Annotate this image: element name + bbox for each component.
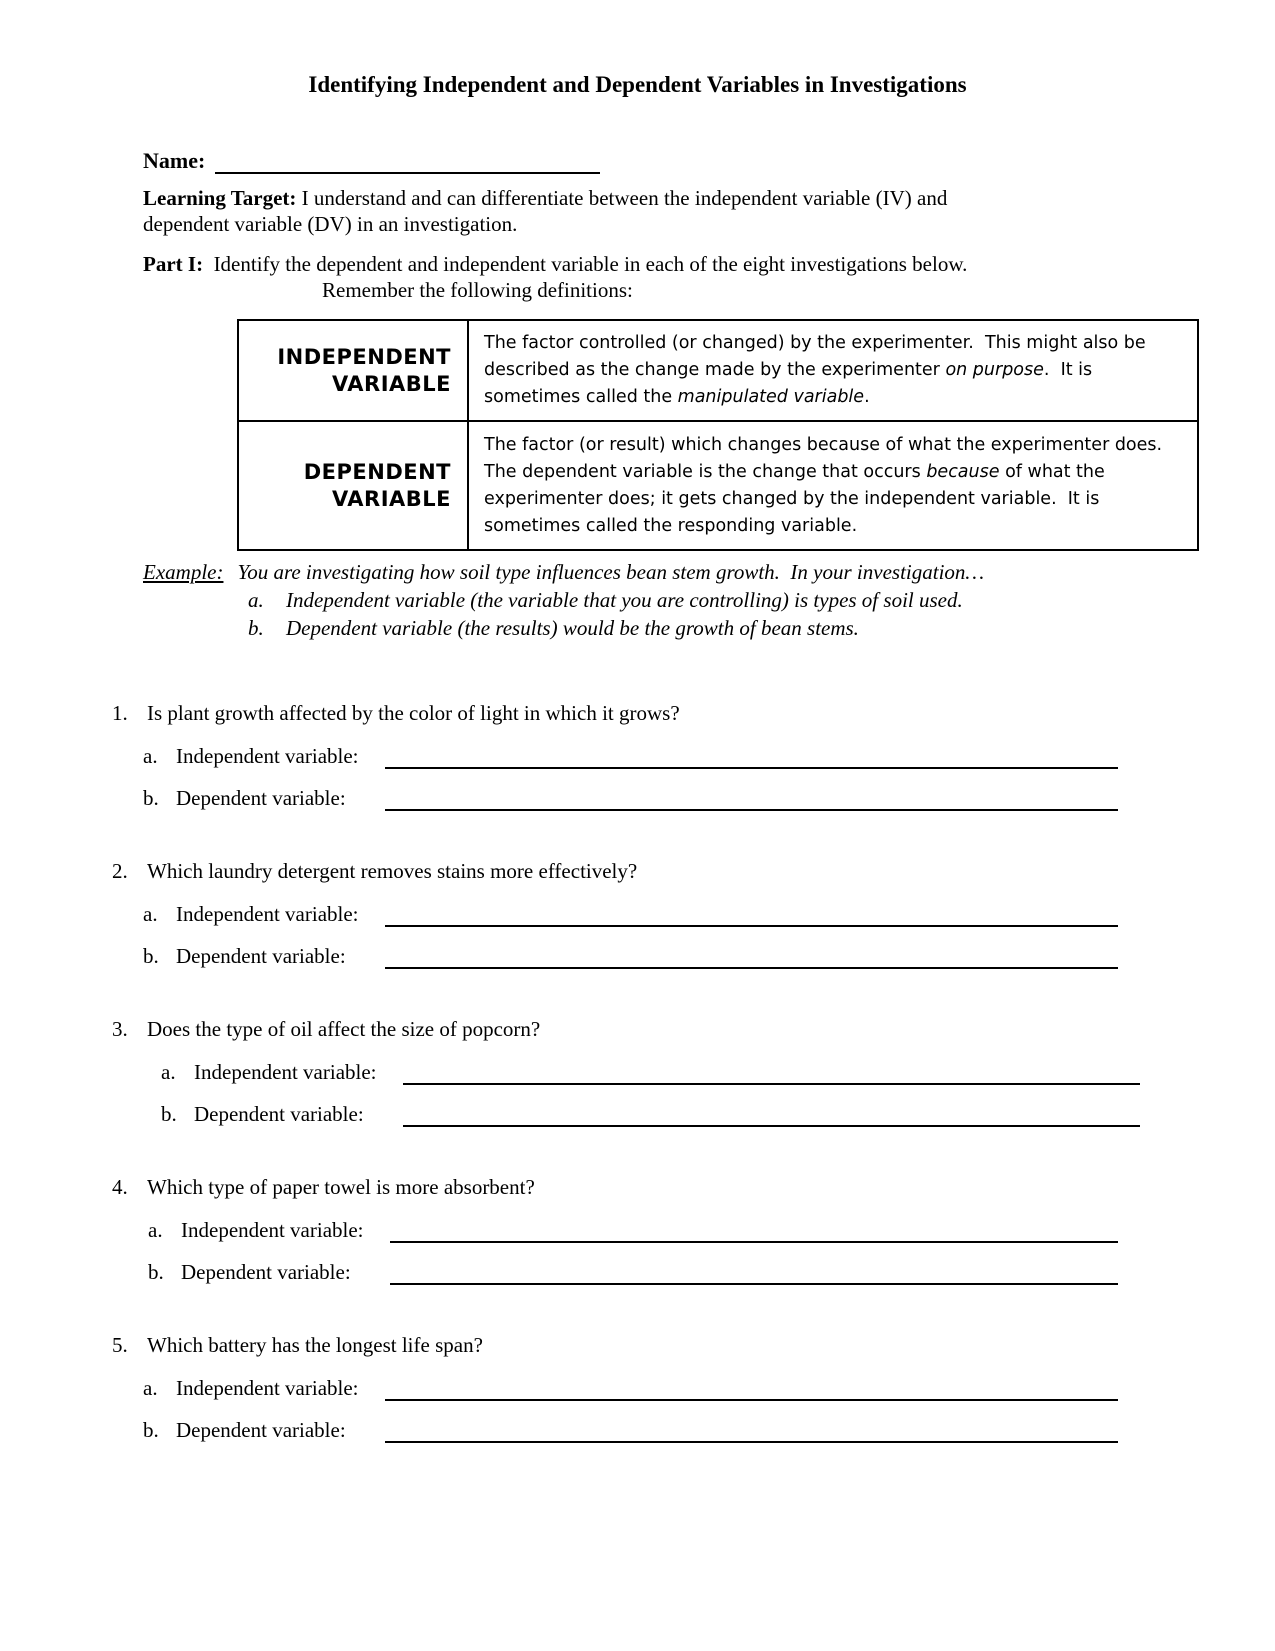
item-label: Independent variable:: [194, 1060, 377, 1084]
item-marker: a.: [143, 744, 158, 768]
item-marker: b.: [161, 1102, 177, 1126]
independent-variable-term: INDEPENDENT VARIABLE: [238, 320, 468, 421]
question-1: [112, 700, 1118, 811]
learning-target-label: Learning Target:: [143, 186, 297, 210]
question-5-dependent-row: [143, 1415, 1118, 1443]
learning-target-text: I understand and can differentiate between the independent variable (IV) and dependent variable (DV) in an investigation.: [143, 186, 953, 236]
question-1-dependent-row: [143, 783, 1118, 811]
question-3-text: Does the type of oil affect the size of popcorn?: [147, 1017, 541, 1041]
page-title: Identifying Independent and Dependent Variables in Investigations: [308, 72, 967, 97]
item-label: Independent variable:: [176, 744, 359, 768]
dependent-variable-label: [148, 1259, 390, 1285]
question-4-dependent-answer-blank[interactable]: [390, 1257, 1118, 1285]
question-5-independent-answer-blank[interactable]: [385, 1373, 1118, 1401]
part1-instructions: [143, 251, 1143, 277]
item-label: Dependent variable:: [176, 786, 346, 810]
name-label: Name:: [143, 148, 206, 173]
question-4-dependent-row: [148, 1257, 1118, 1285]
item-marker: a.: [143, 902, 158, 926]
dependent-variable-label: [143, 943, 385, 969]
question-1-independent-row: [143, 741, 1118, 769]
item-label: Dependent variable:: [194, 1102, 364, 1126]
question-5: [112, 1332, 1118, 1443]
item-label: Dependent variable:: [176, 944, 346, 968]
question-4-independent-row: [148, 1215, 1118, 1243]
item-label: Dependent variable:: [176, 1418, 346, 1442]
question-1-number: 1.: [112, 701, 128, 725]
question-5-number: 5.: [112, 1333, 128, 1357]
question-4-number: 4.: [112, 1175, 128, 1199]
definitions-table: [237, 319, 1199, 551]
example-item-a-marker: a.: [248, 588, 264, 612]
question-2-dependent-row: [143, 941, 1118, 969]
example-item-b-marker: b.: [248, 616, 264, 640]
independent-variable-label: [143, 901, 385, 927]
question-4-text: Which type of paper towel is more absorbent?: [147, 1175, 535, 1199]
question-3-text-row: [112, 1016, 1140, 1042]
question-1-independent-answer-blank[interactable]: [385, 741, 1118, 769]
independent-variable-label: [143, 743, 385, 769]
question-2-text-row: [112, 858, 1118, 884]
question-5-independent-row: [143, 1373, 1118, 1401]
learning-target: [143, 185, 998, 237]
independent-variable-label: [148, 1217, 390, 1243]
example-section: [143, 558, 1103, 642]
question-2-text: Which laundry detergent removes stains more effectively?: [147, 859, 638, 883]
item-marker: a.: [143, 1376, 158, 1400]
part1-subtext: Remember the following definitions:: [322, 278, 633, 302]
example-item-a-text: Independent variable (the variable that you are controlling) is types of soil used.: [286, 588, 963, 612]
question-3-independent-row: [161, 1057, 1140, 1085]
item-label: Independent variable:: [181, 1218, 364, 1242]
item-label: Independent variable:: [176, 1376, 359, 1400]
item-marker: b.: [148, 1260, 164, 1284]
part1-text: Identify the dependent and independent variable in each of the eight investigations below.: [213, 252, 968, 276]
independent-variable-definition: The factor controlled (or changed) by the experimenter. This might also be described as the change made by the experimenter on purpose. It is sometimes called the manipulated variable.: [468, 320, 1198, 421]
question-2: [112, 858, 1118, 969]
question-2-number: 2.: [112, 859, 128, 883]
dependent-variable-label: [143, 785, 385, 811]
question-3-independent-answer-blank[interactable]: [403, 1057, 1140, 1085]
item-marker: a.: [148, 1218, 163, 1242]
part1-label: Part I:: [143, 252, 204, 276]
question-4-text-row: [112, 1174, 1118, 1200]
question-3-dependent-row: [161, 1099, 1140, 1127]
item-marker: b.: [143, 1418, 159, 1442]
dependent-variable-label: [143, 1417, 385, 1443]
name-blank-line[interactable]: [215, 148, 600, 174]
question-2-dependent-answer-blank[interactable]: [385, 941, 1118, 969]
question-4: [112, 1174, 1118, 1285]
item-label: Independent variable:: [176, 902, 359, 926]
question-3-number: 3.: [112, 1017, 128, 1041]
dependent-variable-label: [161, 1101, 403, 1127]
question-1-text-row: [112, 700, 1118, 726]
independent-variable-row: [238, 320, 1198, 421]
question-5-text: Which battery has the longest life span?: [147, 1333, 483, 1357]
question-1-text: Is plant growth affected by the color of light in which it grows?: [147, 701, 680, 725]
example-intro-text: You are investigating how soil type influences bean stem growth. In your investigation…: [237, 560, 985, 584]
example-intro: [143, 558, 1103, 586]
name-field-row: [143, 148, 1003, 174]
question-2-independent-answer-blank[interactable]: [385, 899, 1118, 927]
item-marker: a.: [161, 1060, 176, 1084]
question-4-independent-answer-blank[interactable]: [390, 1215, 1118, 1243]
question-3-dependent-answer-blank[interactable]: [403, 1099, 1140, 1127]
example-item-b: [248, 614, 1103, 642]
question-5-dependent-answer-blank[interactable]: [385, 1415, 1118, 1443]
dependent-variable-term: DEPENDENT VARIABLE: [238, 421, 468, 550]
dependent-variable-definition: The factor (or result) which changes because of what the experimenter does. The dependent variable is the change that occurs because of what the experimenter does; it gets changed by the independent variable. It is sometimes called the responding variable.: [468, 421, 1198, 550]
example-label: Example:: [143, 560, 224, 584]
example-item-a: [248, 586, 1103, 614]
question-2-independent-row: [143, 899, 1118, 927]
item-marker: b.: [143, 944, 159, 968]
independent-variable-label: [143, 1375, 385, 1401]
question-5-text-row: [112, 1332, 1118, 1358]
independent-variable-label: [161, 1059, 403, 1085]
question-3: [112, 1016, 1140, 1127]
question-1-dependent-answer-blank[interactable]: [385, 783, 1118, 811]
item-marker: b.: [143, 786, 159, 810]
example-item-b-text: Dependent variable (the results) would be the growth of bean stems.: [286, 616, 859, 640]
item-label: Dependent variable:: [181, 1260, 351, 1284]
dependent-variable-row: [238, 421, 1198, 550]
